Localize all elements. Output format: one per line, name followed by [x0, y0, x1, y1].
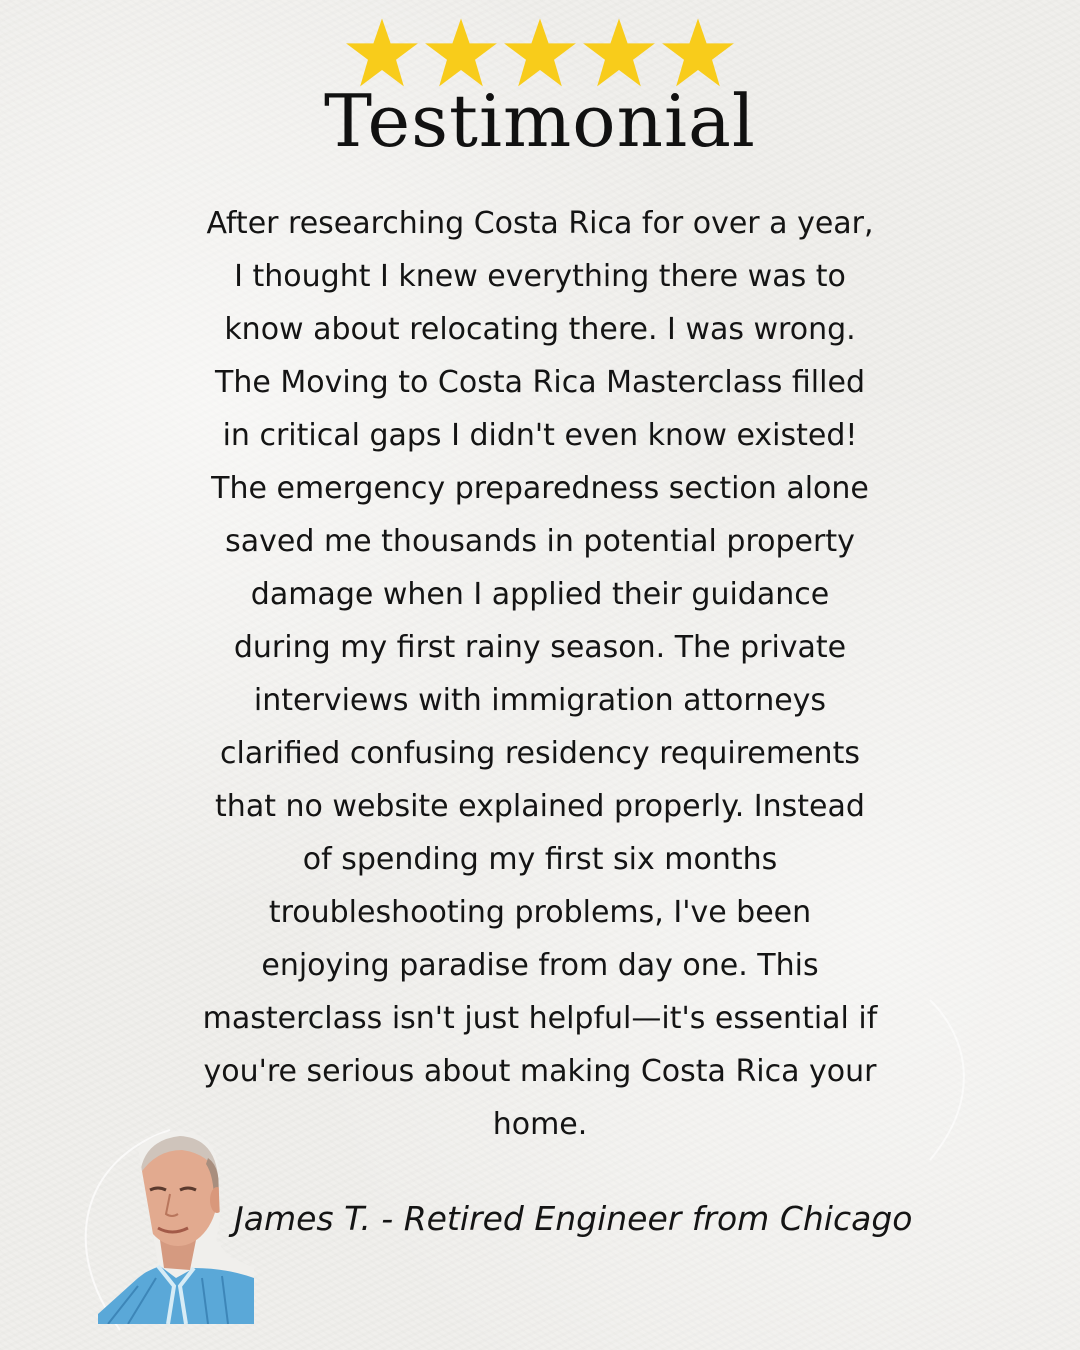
- testimonial-line: troubleshooting problems, I've been: [268, 895, 812, 930]
- testimonial-line: interviews with immigration attorneys: [253, 683, 827, 718]
- testimonial-text: [140, 197, 940, 1151]
- page-title: Testimonial: [324, 79, 756, 163]
- testimonial-line: of spending my first six months: [302, 842, 778, 877]
- testimonial-line: clarified confusing residency requirements: [220, 736, 860, 771]
- author-attribution: James T. - Retired Engineer from Chicago: [234, 1199, 913, 1238]
- testimonial-line: during my first rainy season. The private: [233, 630, 847, 665]
- testimonial-line: home.: [492, 1107, 588, 1142]
- testimonial-line: masterclass isn't just helpful—it's essential if: [202, 1001, 878, 1036]
- testimonial-line: in critical gaps I didn't even know existed!: [222, 418, 858, 453]
- testimonial-line: After researching Costa Rica for over a year,: [206, 206, 874, 241]
- testimonial-line: that no website explained properly. Instead: [215, 789, 865, 824]
- person-portrait-icon: [98, 1128, 254, 1324]
- testimonial-line: saved me thousands in potential property: [225, 524, 855, 559]
- author-avatar: [98, 1128, 254, 1324]
- testimonial-line: you're serious about making Costa Rica your: [203, 1054, 877, 1089]
- testimonial-line: enjoying paradise from day one. This: [261, 948, 819, 983]
- testimonial-line: know about relocating there. I was wrong.: [224, 312, 856, 347]
- testimonial-line: damage when I applied their guidance: [250, 577, 830, 612]
- testimonial-line: The emergency preparedness section alone: [211, 471, 869, 506]
- testimonial-line: The Moving to Costa Rica Masterclass filled: [215, 365, 865, 400]
- testimonial-line: I thought I knew everything there was to: [234, 259, 846, 294]
